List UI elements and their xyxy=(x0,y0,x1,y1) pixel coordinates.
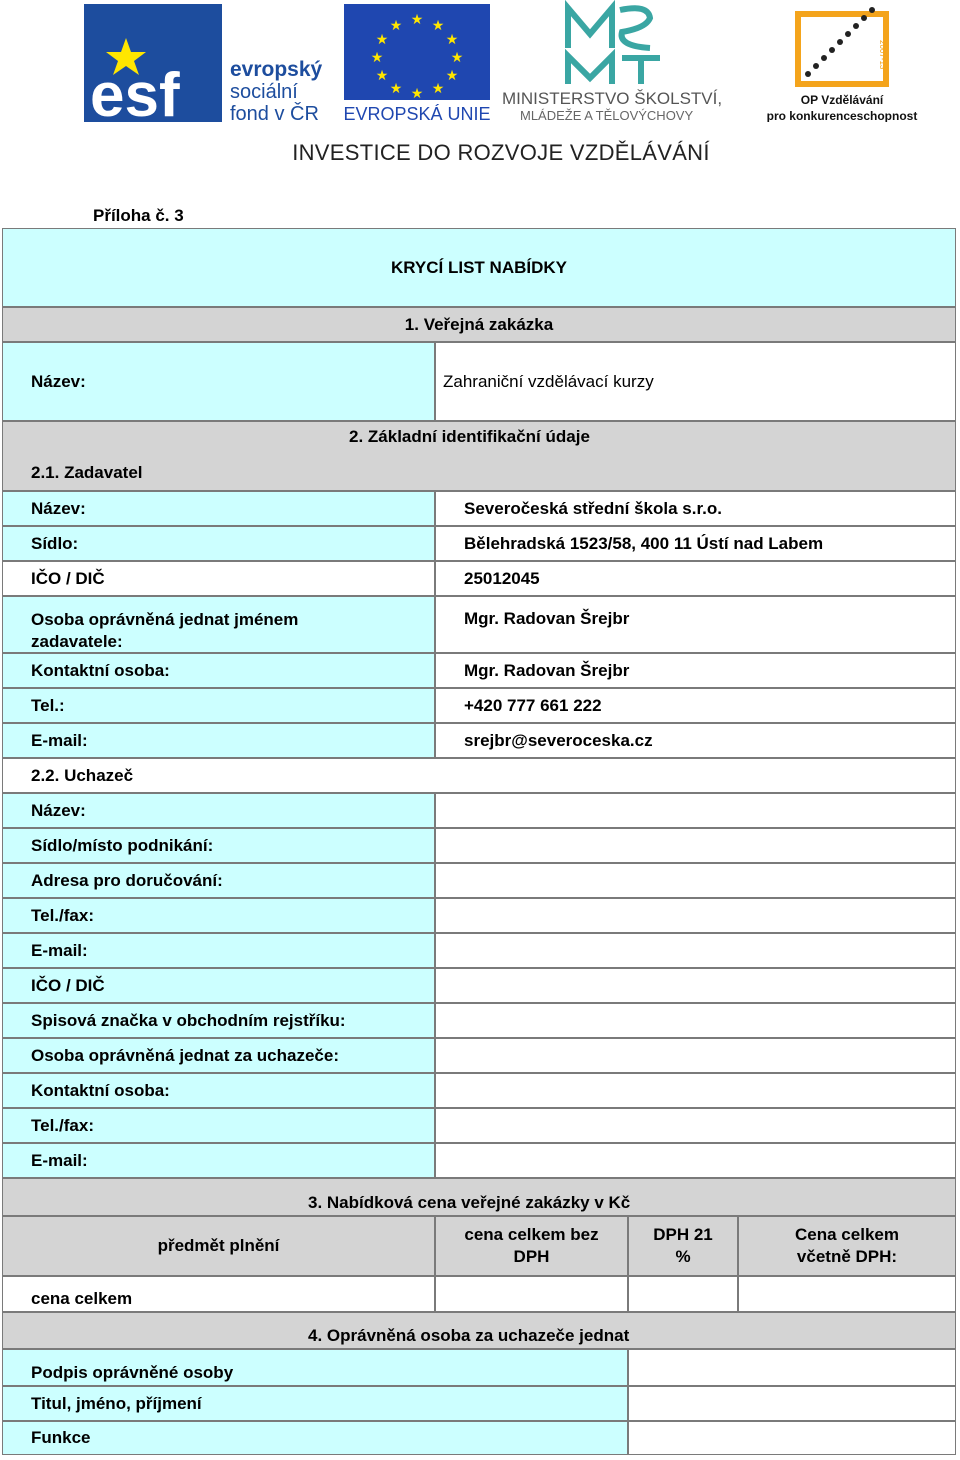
contracting-value-name xyxy=(435,491,956,526)
bidder-heading xyxy=(2,758,956,793)
bidder-input-email2[interactable] xyxy=(435,1143,956,1178)
label-text: Titul, jméno, příjmení xyxy=(31,1393,202,1413)
bidder-label-ico xyxy=(2,968,435,1003)
contracting-label-email xyxy=(2,723,435,758)
label-text: Sídlo/místo podnikání: xyxy=(31,835,214,855)
price-col-vat xyxy=(628,1216,738,1276)
section3-heading xyxy=(2,1178,956,1216)
label-text: Tel./fax: xyxy=(31,905,94,925)
msmt-logo xyxy=(502,0,752,122)
label-text: IČO / DIČ xyxy=(31,568,105,588)
label-text: Funkce xyxy=(31,1428,91,1447)
name-title-input[interactable] xyxy=(628,1386,956,1421)
svg-text:pro konkurenceschopnost: pro konkurenceschopnost xyxy=(766,109,918,122)
bidder-input-email[interactable] xyxy=(435,933,956,968)
bidder-label-email xyxy=(2,933,435,968)
value-text: Severočeská střední škola s.r.o. xyxy=(464,498,722,518)
label-text: Název: xyxy=(31,371,86,391)
function-label xyxy=(2,1421,628,1455)
label-text: Tel.: xyxy=(31,695,65,715)
annex-number: Příloha č. 3 xyxy=(93,206,184,225)
eu-flag-logo xyxy=(344,4,490,122)
contracting-value-phone xyxy=(435,688,956,723)
svg-text:esf: esf xyxy=(90,61,180,122)
col-header-text: předmět plnění xyxy=(157,1236,280,1255)
svg-text:★: ★ xyxy=(445,31,459,47)
contracting-value-seat xyxy=(435,526,956,561)
price-input-without-vat[interactable] xyxy=(435,1276,628,1312)
label-text: Kontaktní osoba: xyxy=(31,1080,170,1100)
svg-text:★: ★ xyxy=(375,31,389,47)
label-text: Adresa pro doručování: xyxy=(31,870,223,890)
section1-heading xyxy=(2,307,956,342)
signature-input[interactable] xyxy=(628,1349,956,1386)
price-total-label xyxy=(2,1276,435,1312)
bidder-label-phone xyxy=(2,898,435,933)
value-text: Bělehradská 1523/58, 400 11 Ústí nad Labem xyxy=(464,533,824,553)
bidder-label-email2 xyxy=(2,1143,435,1178)
bidder-input-contact[interactable] xyxy=(435,1073,956,1108)
svg-text:★: ★ xyxy=(431,80,445,96)
contracting-label-contact xyxy=(2,653,435,688)
svg-text:★: ★ xyxy=(410,11,424,27)
bidder-label-seat xyxy=(2,828,435,863)
signature-label xyxy=(2,1349,628,1386)
col-header-text: Cena celkem včetně DPH: xyxy=(795,1225,899,1266)
label-text: E-mail: xyxy=(31,940,88,960)
section4-heading-text: 4. Oprávněná osoba za uchazeče jednat xyxy=(308,1326,630,1345)
bidder-input-phone2[interactable] xyxy=(435,1108,956,1143)
contracting-value-contact xyxy=(435,653,956,688)
section2-heading-text: 2. Základní identifikační údaje xyxy=(349,427,590,446)
esf-logo xyxy=(84,4,332,122)
bidder-heading-text: 2.2. Uchazeč xyxy=(31,765,134,785)
label-text: Kontaktní osoba: xyxy=(31,660,170,680)
bidder-input-seat[interactable] xyxy=(435,828,956,863)
col-header-text: cena celkem bez DPH xyxy=(464,1225,599,1266)
contracting-label-ico xyxy=(2,561,435,596)
label-text: Spisová značka v obchodním rejstříku: xyxy=(31,1010,346,1030)
price-col-without-vat xyxy=(435,1216,628,1276)
bidder-input-name[interactable] xyxy=(435,793,956,828)
function-input[interactable] xyxy=(628,1421,956,1455)
svg-text:sociální: sociální xyxy=(230,81,298,103)
value-text: +420 777 661 222 xyxy=(464,695,602,715)
svg-text:★: ★ xyxy=(370,49,384,65)
bidder-label-contact xyxy=(2,1073,435,1108)
svg-text:★: ★ xyxy=(431,17,445,33)
value-text: srejbr@severoceska.cz xyxy=(464,730,653,750)
svg-text:★: ★ xyxy=(445,67,459,83)
value-text: Mgr. Radovan Šrejbr xyxy=(464,660,630,680)
bidder-input-address[interactable] xyxy=(435,863,956,898)
name-title-label xyxy=(2,1386,628,1421)
section1-name-label xyxy=(2,342,435,421)
bidder-input-phone[interactable] xyxy=(435,898,956,933)
tagline: INVESTICE DO ROZVOJE VZDĚLÁVÁNÍ xyxy=(292,140,710,165)
label-text: E-mail: xyxy=(31,1150,88,1170)
label-text: Podpis oprávněné osoby xyxy=(31,1363,234,1382)
price-input-vat[interactable] xyxy=(628,1276,738,1312)
bidder-input-registry[interactable] xyxy=(435,1003,956,1038)
contracting-heading: 2.1. Zadavatel xyxy=(31,463,143,482)
price-col-subject xyxy=(2,1216,435,1276)
label-text: Tel./fax: xyxy=(31,1115,94,1135)
label-text: E-mail: xyxy=(31,730,88,750)
bidder-input-authorized[interactable] xyxy=(435,1038,956,1073)
label-text: Název: xyxy=(31,800,86,820)
value-text: 25012045 xyxy=(464,568,540,588)
section1-name-value xyxy=(435,342,956,421)
svg-text:★: ★ xyxy=(389,80,403,96)
svg-text:MLÁDEŽE A TĚLOVÝCHOVY: MLÁDEŽE A TĚLOVÝCHOVY xyxy=(520,108,694,122)
value-text: Zahraniční vzdělávací kurzy xyxy=(443,371,654,391)
svg-text:evropský: evropský xyxy=(230,58,323,81)
bidder-label-name xyxy=(2,793,435,828)
contracting-label-phone xyxy=(2,688,435,723)
col-header-text: DPH 21 % xyxy=(653,1225,713,1266)
svg-text:★: ★ xyxy=(410,85,424,101)
cover-sheet-form xyxy=(2,228,956,1455)
label-text: IČO / DIČ xyxy=(31,975,105,995)
contracting-label-seat xyxy=(2,526,435,561)
form-title-text: KRYCÍ LIST NABÍDKY xyxy=(391,257,567,277)
bidder-label-address xyxy=(2,863,435,898)
contracting-value-ico xyxy=(435,561,956,596)
contracting-label-name xyxy=(2,491,435,526)
label-text: Osoba oprávněná jednat za uchazeče: xyxy=(31,1045,339,1065)
svg-text:OP Vzdělávání: OP Vzdělávání xyxy=(800,93,884,107)
contracting-value-authorized xyxy=(435,596,956,653)
svg-text:EVROPSKÁ UNIE: EVROPSKÁ UNIE xyxy=(344,104,490,122)
section4-heading xyxy=(2,1312,956,1349)
svg-text:★: ★ xyxy=(450,49,464,65)
bidder-label-registry xyxy=(2,1003,435,1038)
section2-heading xyxy=(2,421,956,491)
svg-text:MINISTERSTVO ŠKOLSTVÍ,: MINISTERSTVO ŠKOLSTVÍ, xyxy=(502,89,723,108)
op-logo xyxy=(760,0,924,122)
svg-text:★: ★ xyxy=(375,67,389,83)
label-text: Sídlo: xyxy=(31,533,79,553)
value-text: Mgr. Radovan Šrejbr xyxy=(464,609,630,628)
label-text: Osoba oprávněná jednat jménem zadavatele: xyxy=(31,610,299,651)
contracting-value-email xyxy=(435,723,956,758)
label-text: cena celkem xyxy=(31,1289,133,1308)
bidder-input-ico[interactable] xyxy=(435,968,956,1003)
section1-heading-text: 1. Veřejná zakázka xyxy=(404,314,554,334)
price-col-total xyxy=(738,1216,956,1276)
label-text: Název: xyxy=(31,498,86,518)
bidder-label-authorized xyxy=(2,1038,435,1073)
svg-text:2007-13: 2007-13 xyxy=(878,40,887,70)
svg-text:fond v ČR: fond v ČR xyxy=(230,103,319,122)
bidder-label-phone2 xyxy=(2,1108,435,1143)
price-input-total[interactable] xyxy=(738,1276,956,1312)
form-title xyxy=(2,228,956,307)
svg-text:★: ★ xyxy=(389,17,403,33)
contracting-label-authorized xyxy=(2,596,435,653)
section3-heading-text: 3. Nabídková cena veřejné zakázky v Kč xyxy=(308,1193,631,1212)
